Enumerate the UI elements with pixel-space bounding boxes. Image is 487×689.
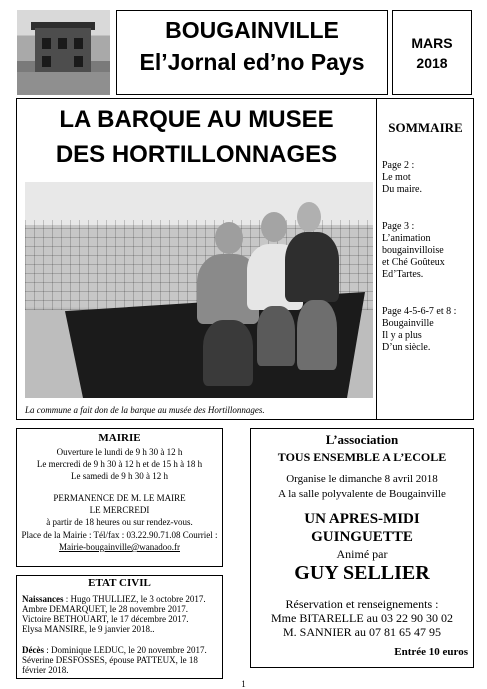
sommaire-item-text: Ed’Tartes. xyxy=(382,269,424,280)
permanence-line: PERMANENCE DE M. LE MAIRE xyxy=(53,493,186,503)
deces-entry: Séverine DESFOSSES, épouse PATTEUX, le 18 xyxy=(22,655,198,665)
association-name: TOUS ENSEMBLE A L’ECOLE xyxy=(277,450,447,464)
association-label: L’association xyxy=(325,432,399,447)
reservation-contact-2: M. SANNIER au 07 81 65 47 95 xyxy=(283,625,441,639)
entry-price: Entrée 10 euros xyxy=(394,646,468,658)
naissance-entry: Elysa MANSIRE, le 9 janvier 2018.. xyxy=(22,624,155,634)
mairie-hours-line: Le mercredi de 9 h 30 à 12 h et de 15 h à 18 h xyxy=(36,459,203,469)
sommaire-item-text: bougainvilloise xyxy=(382,245,444,256)
deces-label: Décès xyxy=(22,645,44,655)
event-title-line-1: UN APRES-MIDI xyxy=(304,511,420,527)
issue-month: MARS xyxy=(411,35,453,51)
sommaire-item-page: Page 3 : xyxy=(382,221,415,232)
sommaire-item-text: Bougainville xyxy=(382,318,434,329)
sommaire-item-text: Il y a plus xyxy=(382,330,422,341)
mairie-hours-line: Ouverture le lundi de 9 h 30 à 12 h xyxy=(56,447,183,457)
sommaire-divider xyxy=(376,98,377,420)
masthead-subtitle: El’Jornal ed’no Pays xyxy=(139,49,365,75)
sommaire-item-page: Page 2 : xyxy=(382,160,415,171)
sommaire-item-page-3 xyxy=(382,221,445,281)
naissance-entry xyxy=(22,594,206,604)
issue-year: 2018 xyxy=(416,55,448,71)
headline-line-1: LA BARQUE AU MUSEE xyxy=(59,106,334,133)
mairie-contact: Place de la Mairie : Tél/fax : 03.22.90.71.08 Courriel : xyxy=(21,530,218,540)
article-photo-boat xyxy=(25,182,373,398)
sommaire-item-text: Le mot xyxy=(382,172,411,183)
reservation-label: Réservation et renseignements : xyxy=(285,597,439,611)
naissance-entry: Ambre DEMARQUET, le 28 novembre 2017. xyxy=(22,604,189,614)
sommaire-item-text: D’un siècle. xyxy=(382,342,431,353)
sommaire-item-text: Du maire. xyxy=(382,184,422,195)
mairie-hours-line: Le samedi de 9 h 30 à 12 h xyxy=(71,471,168,481)
event-location: A la salle polyvalente de Bougainville xyxy=(278,488,446,500)
sommaire-title: SOMMAIRE xyxy=(388,120,463,135)
naissance-text: : Hugo THULLIEZ, le 3 octobre 2017. xyxy=(63,594,206,604)
header-photo-village-building xyxy=(17,10,110,95)
etat-civil-title: ETAT CIVIL xyxy=(88,577,151,589)
deces-text: : Dominique LEDUC, le 20 novembre 2017. xyxy=(44,645,207,655)
deces-entry xyxy=(22,645,207,655)
headline-line-2: DES HORTILLONNAGES xyxy=(55,141,338,168)
naissances-label: Naissances xyxy=(22,594,64,604)
sommaire-item-page: Page 4-5-6-7 et 8 : xyxy=(382,306,457,317)
sommaire-item-page-2 xyxy=(382,160,422,196)
masthead-box xyxy=(116,10,388,95)
event-performer: GUY SELLIER xyxy=(294,562,430,584)
mairie-email-link[interactable]: Mairie-bougainville@wanadoo.fr xyxy=(59,542,180,552)
sommaire-item-text: et Ché Goûteux xyxy=(382,257,445,268)
event-title-line-2: GUINGUETTE xyxy=(311,529,413,545)
deces-entry: février 2018. xyxy=(22,665,69,675)
masthead-title: BOUGAINVILLE xyxy=(165,17,339,43)
event-date: Organise le dimanche 8 avril 2018 xyxy=(286,473,438,485)
sommaire-item-text: L’animation xyxy=(382,233,431,244)
permanence-line: à partir de 18 heures ou sur rendez-vous. xyxy=(46,517,193,527)
mairie-title: MAIRIE xyxy=(98,432,141,444)
naissance-entry: Victoire BETHOUART, le 17 décembre 2017. xyxy=(22,614,189,624)
sommaire-item-page-4-8 xyxy=(382,306,456,354)
reservation-contact-1: Mme BITARELLE au 03 22 90 30 02 xyxy=(270,611,453,625)
page-number: 1 xyxy=(241,679,246,689)
event-animated-by: Animé par xyxy=(336,547,388,561)
permanence-line: LE MERCREDI xyxy=(89,505,150,515)
photo-caption: La commune a fait don de la barque au musée des Hortillonnages. xyxy=(25,405,265,415)
issue-date-box xyxy=(392,10,472,95)
